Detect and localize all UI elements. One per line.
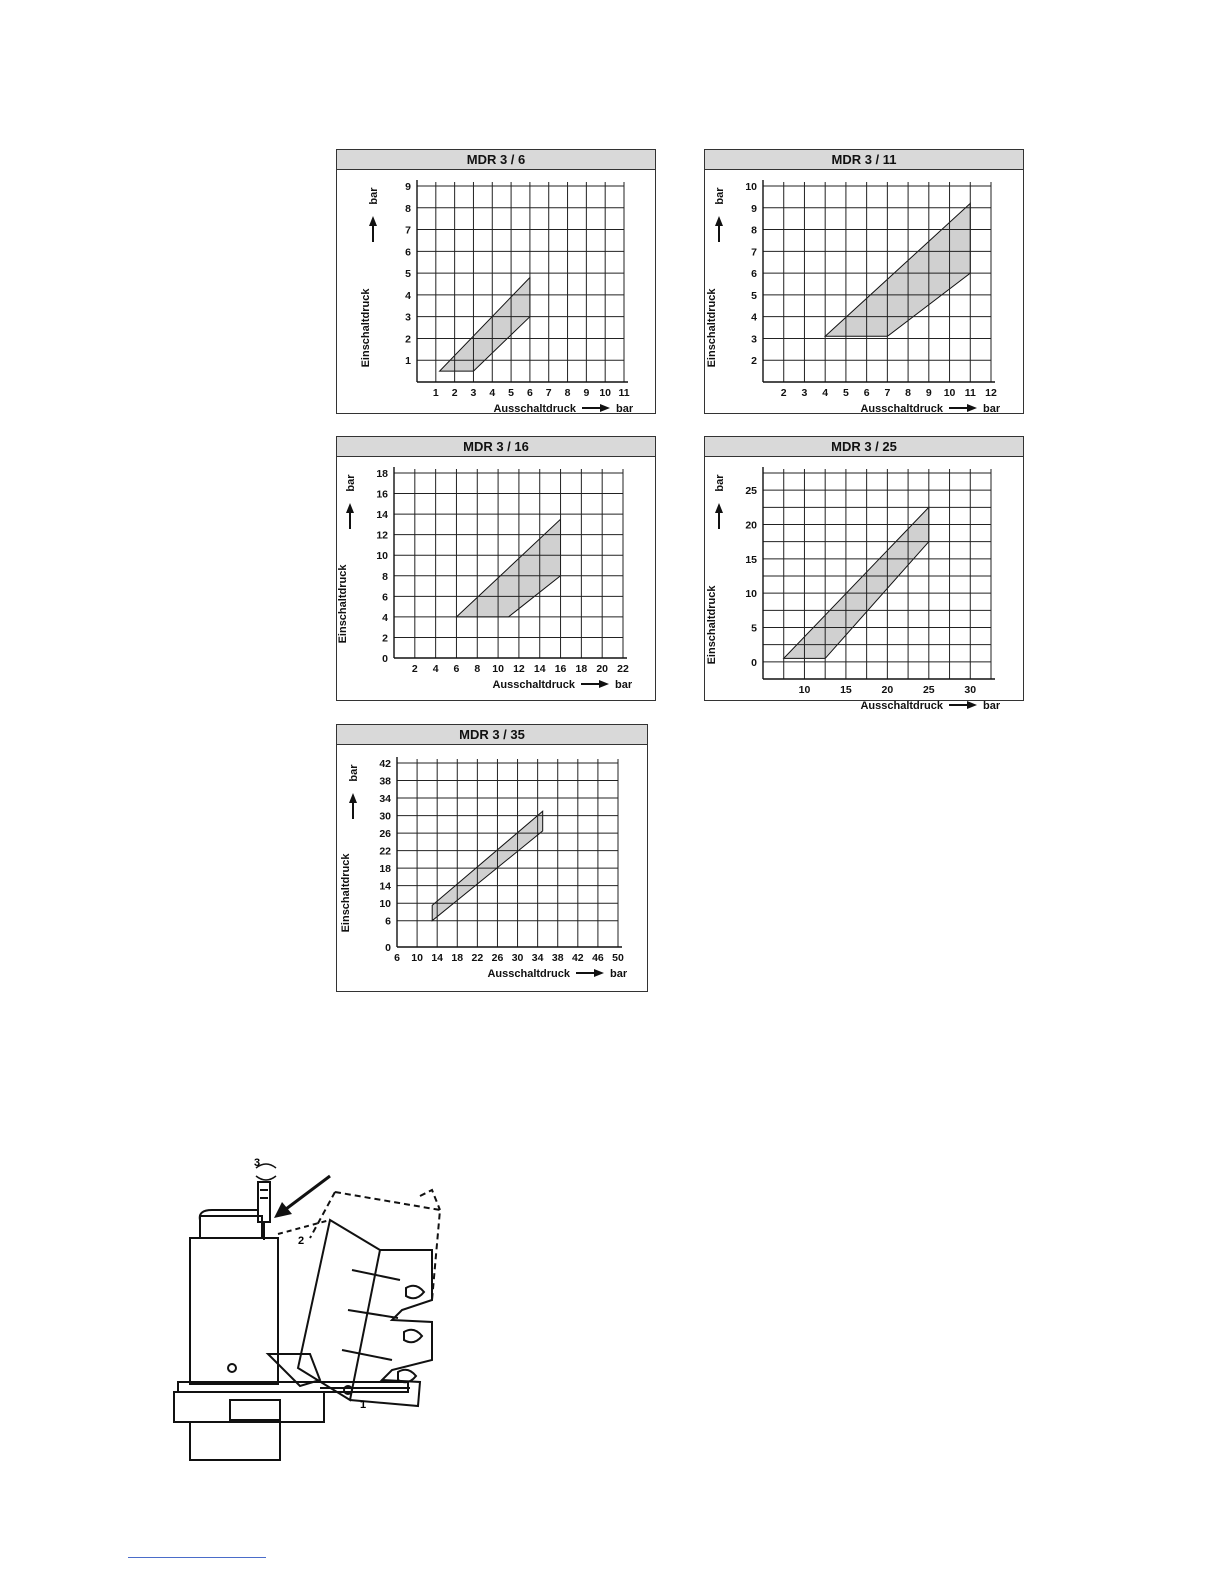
x-tick-label: 14 — [533, 663, 546, 675]
chart-plot — [705, 170, 1023, 413]
x-tick-label: 20 — [881, 684, 894, 696]
x-tick-label: 10 — [798, 684, 811, 696]
y-tick-label: 2 — [405, 333, 411, 346]
y-tick-label: 10 — [745, 181, 757, 193]
y-axis-unit: bar — [714, 187, 726, 205]
x-tick-label: 8 — [474, 663, 481, 675]
x-tick-label: 8 — [905, 387, 912, 399]
y-axis-arrowhead — [349, 793, 357, 803]
x-tick-label: 18 — [575, 663, 588, 675]
chart-plot — [337, 457, 655, 700]
y-axis-arrowhead — [369, 216, 377, 226]
x-tick-label: 5 — [842, 387, 849, 399]
x-tick-label: 30 — [964, 684, 977, 696]
chart-title: MDR 3 / 35 — [337, 725, 647, 745]
x-tick-label: 30 — [511, 952, 524, 964]
x-tick-label: 20 — [596, 663, 609, 675]
y-axis-label: Einschaltdruck — [706, 585, 718, 665]
x-tick-label: 10 — [943, 387, 956, 399]
x-tick-label: 22 — [471, 952, 484, 964]
y-axis-arrowhead — [715, 216, 723, 226]
y-tick-label: 16 — [376, 488, 388, 501]
y-axis-title-group — [360, 187, 380, 368]
chart-plot — [337, 170, 655, 413]
chart-mdr-3-11 — [704, 149, 1024, 414]
x-axis-unit: bar — [983, 700, 1001, 712]
x-tick-label: 34 — [531, 952, 544, 964]
y-tick-label: 14 — [379, 880, 391, 893]
pointer-arrow — [282, 1176, 330, 1212]
x-tick-label: 26 — [491, 952, 504, 964]
x-tick-label: 4 — [432, 663, 439, 675]
x-axis-label: Ausschaltdruck — [492, 679, 575, 691]
x-tick-label: 2 — [780, 387, 787, 399]
x-axis-arrowhead — [967, 404, 977, 412]
x-tick-label: 12 — [513, 663, 525, 675]
x-tick-label: 11 — [618, 387, 630, 399]
y-tick-label: 10 — [745, 588, 757, 601]
chart-plot — [705, 457, 1023, 712]
x-tick-label: 4 — [822, 387, 829, 399]
y-tick-label: 4 — [405, 289, 411, 302]
x-tick-label: 6 — [863, 387, 870, 399]
y-tick-label: 2 — [751, 355, 757, 368]
label-2: 2 — [298, 1235, 305, 1247]
y-tick-label: 0 — [385, 942, 391, 954]
x-tick-label: 22 — [617, 663, 629, 675]
x-axis-arrowhead — [967, 701, 977, 709]
y-tick-label: 4 — [751, 311, 757, 324]
series-area — [440, 278, 530, 372]
y-axis-unit: bar — [348, 764, 360, 782]
y-axis-label: Einschaltdruck — [360, 288, 372, 368]
x-tick-label: 7 — [884, 387, 891, 399]
y-tick-label: 30 — [379, 810, 391, 823]
x-tick-label: 9 — [925, 387, 932, 399]
x-tick-label: 1 — [432, 387, 439, 399]
y-tick-label: 5 — [751, 622, 757, 635]
chart-title: MDR 3 / 16 — [337, 437, 655, 457]
x-tick-label: 11 — [964, 387, 976, 399]
label-1: 1 — [360, 1399, 367, 1411]
x-axis-label: Ausschaltdruck — [493, 403, 576, 415]
y-tick-label: 22 — [379, 845, 391, 858]
y-tick-label: 18 — [379, 863, 391, 876]
y-tick-label: 9 — [405, 181, 411, 193]
footnote-rule — [128, 1557, 266, 1558]
y-tick-label: 6 — [751, 268, 757, 281]
x-tick-label: 12 — [985, 387, 997, 399]
y-tick-label: 7 — [751, 246, 757, 259]
y-tick-label: 15 — [745, 553, 757, 566]
x-tick-label: 8 — [564, 387, 571, 399]
x-tick-label: 7 — [545, 387, 552, 399]
y-tick-label: 25 — [745, 485, 757, 498]
y-tick-label: 38 — [379, 775, 391, 788]
x-axis-arrowhead — [599, 680, 609, 688]
y-tick-label: 5 — [751, 289, 757, 302]
y-tick-label: 3 — [751, 333, 757, 346]
y-tick-label: 7 — [405, 224, 411, 237]
x-axis-arrowhead — [594, 969, 604, 977]
x-tick-label: 3 — [470, 387, 477, 399]
x-tick-label: 46 — [592, 952, 604, 964]
y-axis-unit: bar — [345, 474, 357, 492]
series-area — [457, 519, 561, 617]
y-axis-title-group — [337, 474, 357, 644]
chart-title: MDR 3 / 25 — [705, 437, 1023, 457]
y-axis-title-group — [340, 764, 360, 933]
x-tick-label: 6 — [394, 952, 400, 964]
y-axis-unit: bar — [368, 187, 380, 205]
y-tick-label: 5 — [405, 268, 411, 281]
y-tick-label: 9 — [751, 202, 757, 215]
x-tick-label: 14 — [431, 952, 444, 964]
chart-title: MDR 3 / 6 — [337, 150, 655, 170]
y-tick-label: 6 — [405, 246, 411, 259]
x-tick-label: 5 — [508, 387, 515, 399]
y-tick-label: 2 — [382, 632, 388, 645]
x-tick-label: 10 — [492, 663, 504, 675]
x-tick-label: 25 — [922, 684, 935, 696]
y-tick-label: 34 — [379, 793, 391, 806]
x-tick-label: 10 — [599, 387, 612, 399]
chart-mdr-3-16 — [336, 436, 656, 701]
y-tick-label: 10 — [376, 550, 388, 563]
x-tick-label: 38 — [551, 952, 564, 964]
x-tick-label: 3 — [801, 387, 808, 399]
x-axis-arrowhead — [600, 404, 610, 412]
label-3: 3 — [254, 1157, 261, 1169]
y-tick-label: 42 — [379, 758, 391, 770]
y-tick-label: 8 — [382, 570, 388, 583]
y-tick-label: 26 — [379, 828, 391, 841]
x-tick-label: 18 — [451, 952, 464, 964]
x-tick-label: 9 — [583, 387, 590, 399]
x-axis-unit: bar — [610, 968, 628, 980]
x-axis-unit: bar — [615, 679, 633, 691]
y-tick-label: 8 — [751, 224, 757, 237]
chart-title: MDR 3 / 11 — [705, 150, 1023, 170]
y-tick-label: 12 — [376, 529, 388, 542]
y-tick-label: 6 — [382, 591, 388, 604]
y-axis-arrowhead — [715, 503, 723, 513]
x-axis-label: Ausschaltdruck — [860, 700, 943, 712]
chart-mdr-3-6 — [336, 149, 656, 414]
y-tick-label: 0 — [751, 656, 757, 669]
x-tick-label: 4 — [489, 387, 496, 399]
series-area — [432, 811, 543, 921]
y-tick-label: 3 — [405, 311, 411, 324]
series-area — [784, 507, 929, 658]
chart-plot — [337, 745, 647, 991]
y-axis-unit: bar — [714, 474, 726, 492]
x-tick-label: 16 — [554, 663, 567, 675]
y-tick-label: 20 — [745, 519, 757, 532]
pressure-switch-illustration — [170, 1150, 470, 1470]
x-axis-label: Ausschaltdruck — [860, 403, 943, 415]
x-tick-label: 15 — [840, 684, 852, 696]
y-axis-arrowhead — [346, 503, 354, 513]
y-axis-label: Einschaltdruck — [337, 564, 349, 644]
y-tick-label: 6 — [385, 915, 391, 928]
y-tick-label: 18 — [376, 468, 388, 480]
y-tick-label: 4 — [382, 611, 388, 624]
x-tick-label: 6 — [453, 663, 460, 675]
x-axis-label: Ausschaltdruck — [487, 968, 570, 980]
x-tick-label: 42 — [571, 952, 584, 964]
x-tick-label: 50 — [612, 952, 624, 964]
x-tick-label: 6 — [526, 387, 533, 399]
chart-mdr-3-25 — [704, 436, 1024, 712]
y-tick-label: 0 — [382, 653, 388, 665]
x-axis-unit: bar — [616, 403, 634, 415]
y-axis-title-group — [706, 187, 726, 368]
x-tick-label: 2 — [411, 663, 418, 675]
y-tick-label: 14 — [376, 509, 388, 522]
y-tick-label: 8 — [405, 202, 411, 215]
x-axis-unit: bar — [983, 403, 1001, 415]
y-tick-label: 10 — [379, 898, 391, 911]
y-tick-label: 1 — [405, 355, 411, 368]
y-axis-label: Einschaltdruck — [340, 853, 352, 933]
chart-mdr-3-35 — [336, 724, 648, 992]
x-tick-label: 10 — [411, 952, 423, 964]
y-axis-label: Einschaltdruck — [706, 288, 718, 368]
y-axis-title-group — [706, 474, 726, 665]
x-tick-label: 2 — [451, 387, 458, 399]
